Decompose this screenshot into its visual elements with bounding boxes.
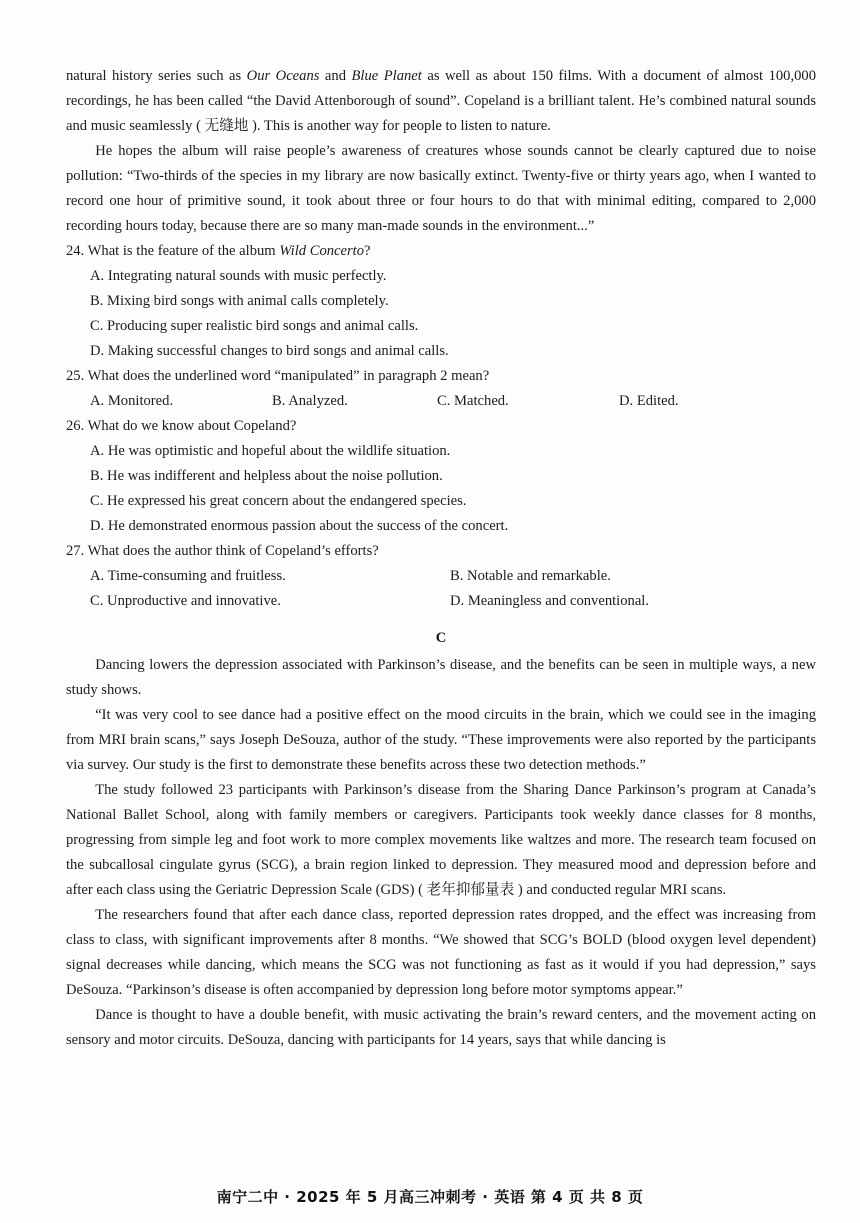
section-c-paragraph-1: Dancing lowers the depression associated with Parkinson’s disease, and the benefits can be seen in multiple ways, a new study shows. [66, 657, 816, 698]
question-25-option-c: C. Matched. [437, 393, 509, 409]
question-26-option-a: A. He was optimistic and hopeful about the wildlife situation. [90, 443, 451, 459]
question-25-option-a: A. Monitored. [90, 393, 174, 409]
question-26-option-b: B. He was indifferent and helpless about the noise pollution. [90, 468, 443, 484]
section-c-paragraph-2: “It was very cool to see dance had a positive effect on the mood circuits in the brain, which we could see in the imaging from MRI brain scans,” says Joseph DeSouza, author of the study. “These improvements were also reported by the participants via survey. Our study is the first to demonstrate these benefits across these two detection methods.” [66, 707, 816, 773]
question-25-stem: 25. What does the underlined word “manipulated” in paragraph 2 mean? [66, 368, 490, 384]
question-26-option-d: D. He demonstrated enormous passion about the success of the concert. [90, 518, 509, 534]
question-27-option-d: D. Meaningless and conventional. [450, 593, 649, 609]
question-25-option-b: B. Analyzed. [272, 393, 348, 409]
section-c-paragraph-5: Dance is thought to have a double benefit, with music activating the brain’s reward centers, and the movement acting on sensory and motor circuits. DeSouza, dancing with participants for 14 years, says that while dancing is [66, 1007, 816, 1048]
question-27-options-row-2 [90, 589, 816, 614]
question-27-options-row-1 [90, 564, 816, 589]
section-c-paragraph-4: The researchers found that after each dance class, reported depression rates dropped, and the effect was increasing from class to class, with significant improvements after 8 months. “We showed that SCG’s BOLD (blood oxygen level dependent) signal decreases while dancing, which means the SCG was not functioning as fast as it would if you had depression,” says DeSouza. “Parkinson’s disease is often accompanied by depression long before motor symptoms appear.” [66, 907, 816, 998]
passage-b-paragraph-1: natural history series such as Our Oceans and Blue Planet as well as about 150 films. With a document of almost 100,000 recordings, he has been called “the David Attenborough of sound”. Copeland is a brilliant talent. He’s combined natural sounds and music seamlessly ( 无缝地 ). This is another way for people to listen to nature. [66, 68, 817, 134]
question-27-option-c: C. Unproductive and innovative. [90, 593, 281, 609]
question-27-option-a: A. Time-consuming and fruitless. [90, 568, 286, 584]
question-27-option-b: B. Notable and remarkable. [450, 568, 611, 584]
question-24-option-d: D. Making successful changes to bird songs and animal calls. [90, 343, 449, 359]
question-25-option-d: D. Edited. [619, 393, 679, 409]
question-24-option-a: A. Integrating natural sounds with music perfectly. [90, 268, 387, 284]
page-body [66, 64, 816, 1053]
question-24-stem: 24. What is the feature of the album Wild Concerto? [66, 243, 371, 259]
question-24-option-c: C. Producing super realistic bird songs and animal calls. [90, 318, 419, 334]
question-27-stem: 27. What does the author think of Copeland’s efforts? [66, 543, 379, 559]
question-25-options [90, 389, 816, 414]
section-c-paragraph-3: The study followed 23 participants with Parkinson’s disease from the Sharing Dance Parkinson’s program at Canada’s National Ballet School, along with family members or caregivers. Participants took weekly dance classes for 8 months, progressing from simple leg and foot work to more complex movements like waltzes and more. The research team focused on the subcallosal cingulate gyrus (SCG), a brain region linked to depression. They measured mood and depression before and after each class using the Geriatric Depression Scale (GDS) ( 老年抑郁量表 ) and conducted regular MRI scans. [66, 782, 816, 898]
page-footer: 南宁二中 · 2025 年 5 月高三冲刺考 · 英语 第 4 页 共 8 页 [216, 1188, 644, 1206]
question-24-option-b: B. Mixing bird songs with animal calls completely. [90, 293, 389, 309]
section-c-heading: C [435, 630, 447, 646]
question-26-stem: 26. What do we know about Copeland? [66, 418, 297, 434]
question-26-option-c: C. He expressed his great concern about the endangered species. [90, 493, 467, 509]
passage-b-paragraph-2: He hopes the album will raise people’s awareness of creatures whose sounds cannot be clearly captured due to noise pollution: “Two-thirds of the species in my library are now basically extinct. Twenty-five or thirty years ago, when I wanted to record one hour of primitive sound, it took about three or four hours to do that with minimal editing, compared to 2,000 recording hours today, because there are so many man-made sounds in the environment...” [66, 143, 816, 234]
